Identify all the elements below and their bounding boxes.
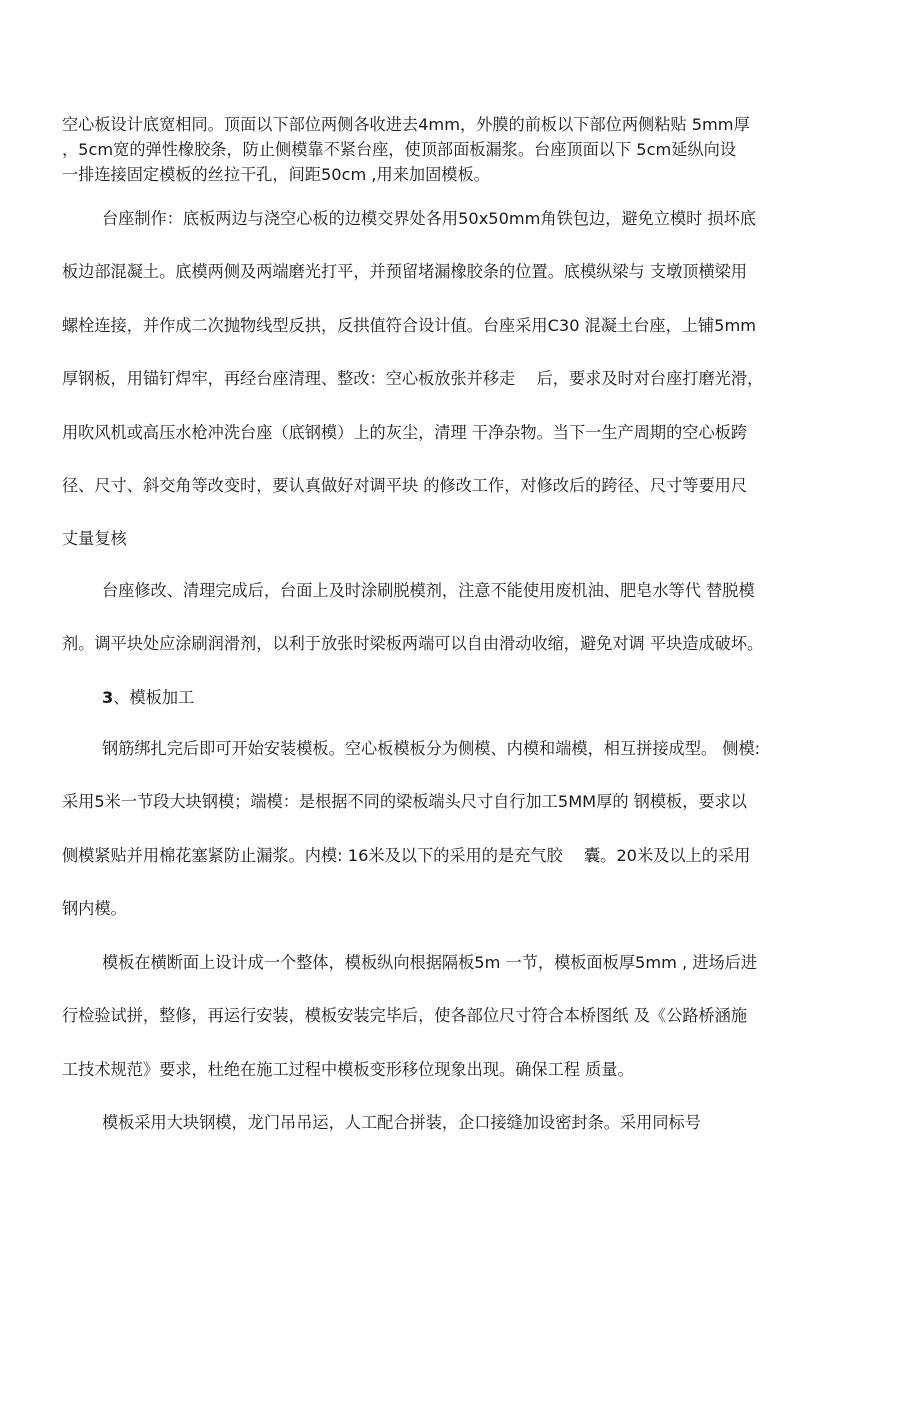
text-line: 空心板设计底宽相同。顶面以下部位两侧各收进去4mm，外膜的前板以下部位两侧粘贴 5mm厚 [62,115,750,134]
text-line: 工技术规范》要求，杜绝在施工过程中模板变形移位现象出现。确保工程 质量。 [62,1059,634,1079]
text-line: ，5cm宽的弹性橡胶条，防止侧模靠不紧台座，使顶部面板漏浆。台座顶面以下 5cm延纵向设 [62,140,737,159]
section-heading [102,685,194,710]
text-line: 丈量复核 [62,529,127,549]
text-line: 一排连接固定模板的丝拉干孔，间距50cm ,用来加固模板。 [62,165,490,184]
text-line: 螺栓连接，并作成二次抛物线型反拱，反拱值符合设计值。台座采用C30 混凝土台座，上铺5mm [62,315,757,335]
text-line: 侧模紧贴并用棉花塞紧防止漏浆。内模: 16米及以下的采用的是充气胶 囊。20米及以上的采用 [62,845,751,865]
formwork-types-paragraph [62,722,862,936]
text-line: 行检验试拼，整修，再运行安装，模板安装完毕后，使各部位尺寸符合本桥图纸 及《公路桥涵施 [62,1006,748,1026]
text-line: 厚钢板，用锚钉焊牢，再经台座清理、整改：空心板放张并移走 后，要求及时对台座打磨光滑， [62,369,764,389]
intro-paragraph [62,112,862,187]
section-title: 、模板加工 [113,688,195,707]
text-line: 台座修改、清理完成后，台面上及时涂刷脱模剂，注意不能使用废机油、肥皂水等代 替脱模 [102,581,755,600]
text-line: 钢内模。 [62,899,127,919]
section-number: 3 [102,688,114,707]
text-line: 钢筋绑扎完后即可开始安装模板。空心板模板分为侧模、内模和端模，相互拼接成型。 侧模: [102,739,761,758]
text-line: 用吹风机或高压水枪冲洗台座（底钢模）上的灰尘，清理 干净杂物。当下一生产周期的空心板跨 [62,422,748,442]
formwork-design-paragraph [62,936,862,1096]
text-line: 模板采用大块钢模，龙门吊吊运，人工配合拼装，企口接缝加设密封条。采用同标号 [102,1113,701,1132]
text-line: 台座制作：底板两边与浇空心板的边模交界处各用50x50mm角铁包边，避免立模时 损坏底 [102,209,757,228]
release-agent-paragraph [62,564,862,671]
text-line: 剂。调平块处应涂刷润滑剂，以利于放张时梁板两端可以自由滑动收缩，避免对调 平块造成破坏。 [62,634,764,654]
text-line: 模板在横断面上设计成一个整体，模板纵向根据隔板5m 一节，模板面板厚5mm , 进场后进 [102,953,758,972]
pedestal-fabrication-paragraph [62,192,862,566]
formwork-installation-paragraph [62,1096,862,1149]
text-line: 采用5米一节段大块钢模；端模：是根据不同的梁板端头尺寸自行加工5MM厚的 钢模板，要求以 [62,792,747,812]
text-line: 板边部混凝土。底模两侧及两端磨光打平，并预留堵漏橡胶条的位置。底模纵梁与 支墩顶横梁用 [62,262,748,282]
text-line: 径、尺寸、斜交角等改变时，要认真做好对调平块 的修改工作，对修改后的跨径、尺寸等要用尺 [62,476,748,496]
